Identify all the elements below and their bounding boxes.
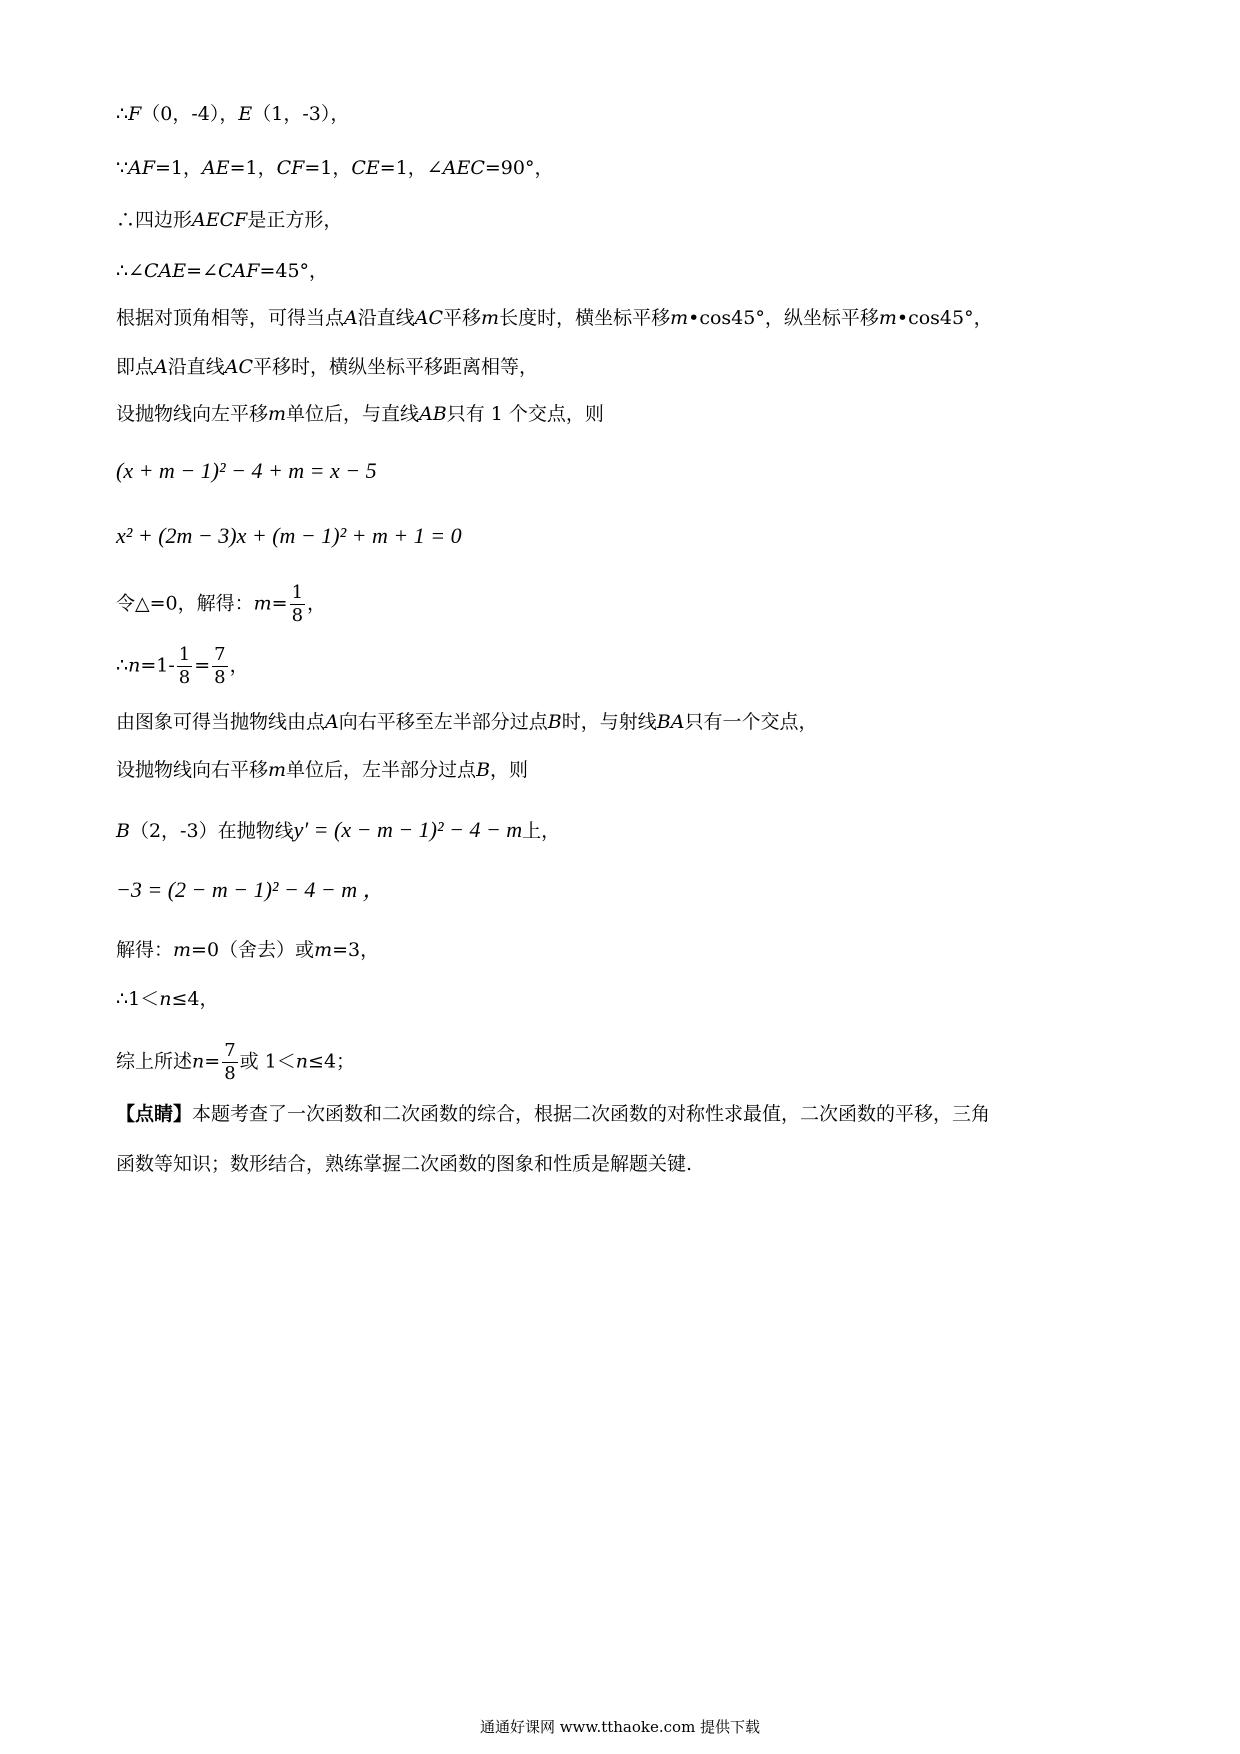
text-line-7: 设抛物线向左平移m单位后，与直线AB只有 1 个交点，则 xyxy=(116,403,604,425)
page-footer: 通通好课网 www.tthaoke.com 提供下载 xyxy=(479,1718,761,1736)
text-line-4: ∴∠CAE=∠CAF=45°， xyxy=(116,260,329,282)
text-line-20: 函数等知识；数形结合，熟练掌握二次函数的图象和性质是解题关键. xyxy=(116,1153,693,1175)
text-line-2: ∵AF=1，AE=1，CF=1，CE=1，∠AEC=90°， xyxy=(116,157,554,179)
equation-2: x² + (2m − 3)x + (m − 1)² + m + 1 = 0 xyxy=(116,523,462,548)
fraction: $\frac{1}{8}$ xyxy=(291,582,304,626)
text-line-10: 令△=0，解得：m= $\frac{1}{8}$ ， xyxy=(116,582,327,626)
text-line-17: ∴1＜n≤4， xyxy=(116,988,219,1010)
text-line-12: 由图象可得当抛物线由点A向右平移至左半部分过点B时，与射线BA只有一个交点， xyxy=(116,711,818,733)
text-line-6: 即点A沿直线AC平移时，横纵坐标平移距离相等， xyxy=(116,356,539,378)
text-line-1: ∴F（0，-4），E（1，-3）， xyxy=(116,103,350,125)
fraction: $\frac{7}{8}$ xyxy=(214,644,226,688)
text-line-3: ∴四边形AECF是正方形， xyxy=(116,209,343,231)
comment-label: 【点睛】 xyxy=(116,1103,193,1125)
text-line-16: 解得：m=0（舍去）或m=3， xyxy=(116,939,380,961)
text-line-18: 综上所述n= $\frac{7}{8}$ 或 1＜n≤4； xyxy=(116,1040,356,1084)
text-line-11: ∴n=1- $\frac{1}{8}$ = $\frac{7}{8}$ ， xyxy=(116,644,249,688)
fraction: $\frac{1}{8}$ xyxy=(178,644,191,688)
text-line-14: B（2，-3）在抛物线y′ = (x − m − 1)² − 4 − m上， xyxy=(116,817,561,842)
text-line-19: 【点睛】本题考查了一次函数和二次函数的综合，根据二次函数的对称性求最值，二次函数的平移，三角 xyxy=(116,1103,991,1125)
equation-1: (x + m − 1)² − 4 + m = x − 5 xyxy=(116,458,377,483)
fraction: $\frac{7}{8}$ xyxy=(224,1040,236,1084)
equation-3: −3 = (2 − m − 1)² − 4 − m ， xyxy=(116,877,385,902)
text-line-13: 设抛物线向右平移m单位后，左半部分过点B，则 xyxy=(116,759,529,781)
text-line-5: 根据对顶角相等，可得当点A沿直线AC平移m长度时，横坐标平移m•cos45°，纵坐标平移m•cos45°， xyxy=(116,307,993,329)
